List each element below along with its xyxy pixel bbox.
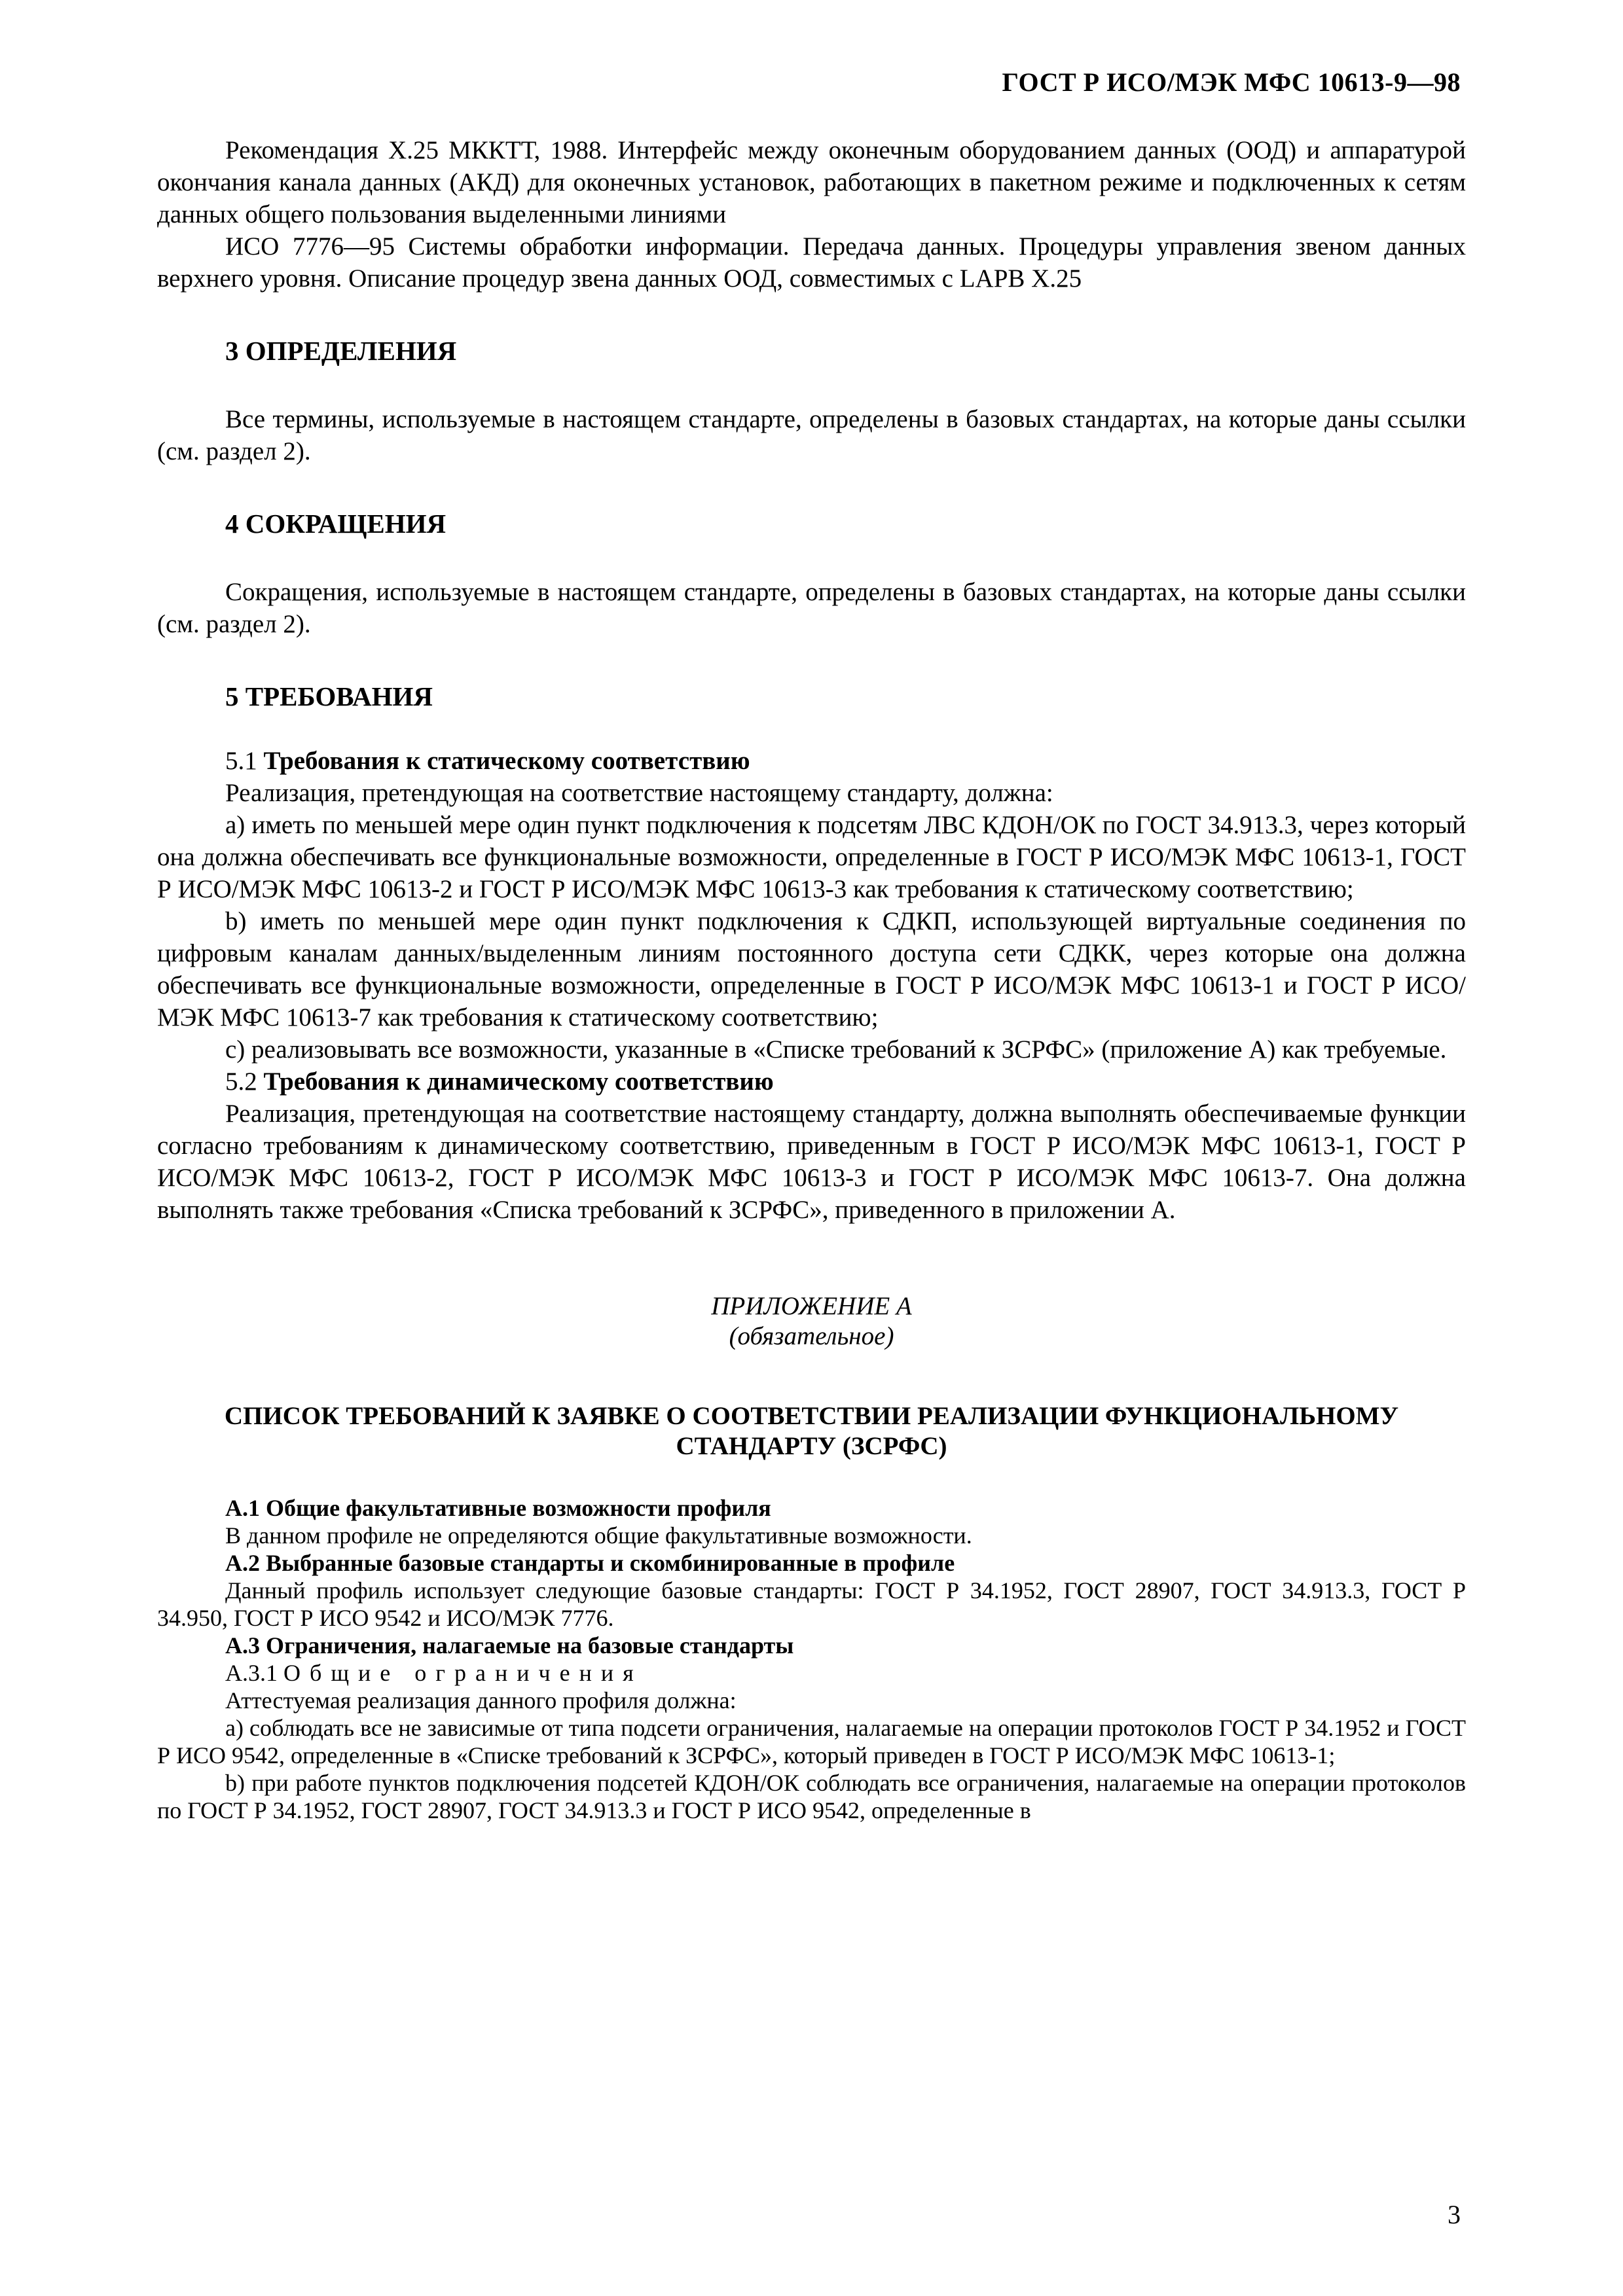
subsection-5-1-intro: Реализация, претендующая на соответствие настоящему стандарту, должна:: [225, 779, 1053, 807]
subsection-5-1-heading: [157, 745, 1466, 777]
a3-1-number: А.3.1: [225, 1660, 278, 1686]
a2-text: Данный профиль использует следующие базовые стандарты: ГОСТ Р 34.1952, ГОСТ 28907, ГОСТ 34.913.3, ГОСТ Р 34.950, ГОСТ Р ИСО 9542 и ИСО/МЭК 7776.: [157, 1577, 1466, 1631]
section-4-title: 4 СОКРАЩЕНИЯ: [225, 509, 447, 539]
subsection-5-2-number: 5.2: [225, 1067, 257, 1096]
a3-1-item-a: а) соблюдать все не зависимые от типа подсети ограничения, налагаемые на операции протоколов ГОСТ Р 34.1952 и ГОСТ Р ИСО 9542, определенные в «Списке требований к ЗСРФС», который приведен в ГОСТ Р ИСО/МЭК МФС 10613-1;: [157, 1715, 1466, 1768]
section-3-title: 3 ОПРЕДЕЛЕНИЯ: [225, 336, 457, 366]
section-5-title: 5 ТРЕБОВАНИЯ: [225, 681, 433, 711]
subsection-5-2-title: Требования к динамическому соответствию: [263, 1067, 774, 1096]
a3-1-intro: Аттестуемая реализация данного профиля должна:: [225, 1687, 737, 1713]
a3-title: А.3 Ограничения, налагаемые на базовые стандарты: [225, 1632, 794, 1659]
requirement-b: b) иметь по меньшей мере один пункт подключения к СДКП, использующей виртуальные соединения по цифровым каналам данных/выделенным линиям постоянного доступа сети СДКК, через которые она должна обеспечивать все функциональные возможности, определенные в ГОСТ Р ИСО/МЭК МФС 10613-1 и ГОСТ Р ИСО/МЭК МФС 10613-7 как требования к статическому соответствию;: [157, 907, 1466, 1031]
subsection-5-1-number: 5.1: [225, 747, 257, 775]
reference-iso7776: ИСО 7776—95 Системы обработки информации. Передача данных. Процедуры управления звеном данных верхнего уровня. Описание процедур звена данных ООД, совместимых с LAPB X.25: [157, 232, 1466, 293]
requirement-c: с) реализовывать все возможности, указанные в «Списке требований к ЗСРФС» (приложение А) как требуемые.: [225, 1035, 1447, 1064]
a3-1-heading: [157, 1659, 1466, 1687]
section-4-text: Сокращения, используемые в настоящем стандарте, определены в базовых стандартах, на которые даны ссылки (см. раздел 2).: [157, 578, 1466, 638]
subsection-5-2-heading: [157, 1066, 1466, 1098]
page-number: 3: [1448, 2200, 1461, 2229]
page-content: [157, 134, 1466, 1824]
document-header: ГОСТ Р ИСО/МЭК МФС 10613-9—98: [1002, 67, 1461, 97]
a1-text: В данном профиле не определяются общие факультативные возможности.: [225, 1522, 972, 1549]
a1-title: А.1 Общие факультативные возможности профиля: [225, 1495, 771, 1521]
subsection-5-1-title: Требования к статическому соответствию: [263, 747, 750, 775]
section-3-text: Все термины, используемые в настоящем стандарте, определены в базовых стандартах, на которые даны ссылки (см. раздел 2).: [157, 405, 1466, 465]
subsection-5-2-text: Реализация, претендующая на соответствие настоящему стандарту, должна выполнять обеспечиваемые функции согласно требованиям к динамическому соответствию, приведенным в ГОСТ Р ИСО/МЭК МФС 10613-1, ГОСТ Р ИСО/МЭК МФС 10613-2, ГОСТ Р ИСО/МЭК МФС 10613-3 и ГОСТ Р ИСО/МЭК МФС 10613-7. Она должна выполнять также требования «Списка требований к ЗСРФС», приведенного в приложении А.: [157, 1100, 1466, 1224]
reference-x25: Рекомендация Х.25 МККТТ, 1988. Интерфейс между оконечным оборудованием данных (ООД) и аппаратурой окончания канала данных (АКД) для оконечных установок, работающих в пакетном режиме и подключенных к сетям данных общего пользования выделенными линиями: [157, 136, 1466, 228]
appendix-status: (обязательное): [729, 1322, 894, 1350]
a3-1-item-b: b) при работе пунктов подключения подсетей КДОН/ОК соблюдать все ограничения, налагаемые на операции протоколов по ГОСТ Р 34.1952, ГОСТ 28907, ГОСТ 34.913.3 и ГОСТ Р ИСО 9542, определенные в: [157, 1770, 1466, 1823]
a3-1-title: Общие ограничения: [283, 1660, 643, 1686]
appendix-label: ПРИЛОЖЕНИЕ А: [711, 1292, 912, 1320]
requirement-a: а) иметь по меньшей мере один пункт подключения к подсетям ЛВС КДОН/ОК по ГОСТ 34.913.3, через который она должна обеспечивать все функциональные возможности, определенные в ГОСТ Р ИСО/МЭК МФС 10613-1, ГОСТ Р ИСО/МЭК МФС 10613-2 и ГОСТ Р ИСО/МЭК МФС 10613-3 как требования к статическому соответствию;: [157, 811, 1466, 903]
appendix-title: СПИСОК ТРЕБОВАНИЙ К ЗАЯВКЕ О СООТВЕТСТВИИ РЕАЛИЗАЦИИ ФУНКЦИОНАЛЬНОМУ СТАНДАРТУ (ЗСРФС): [224, 1402, 1399, 1460]
a2-title: А.2 Выбранные базовые стандарты и скомбинированные в профиле: [225, 1550, 955, 1576]
